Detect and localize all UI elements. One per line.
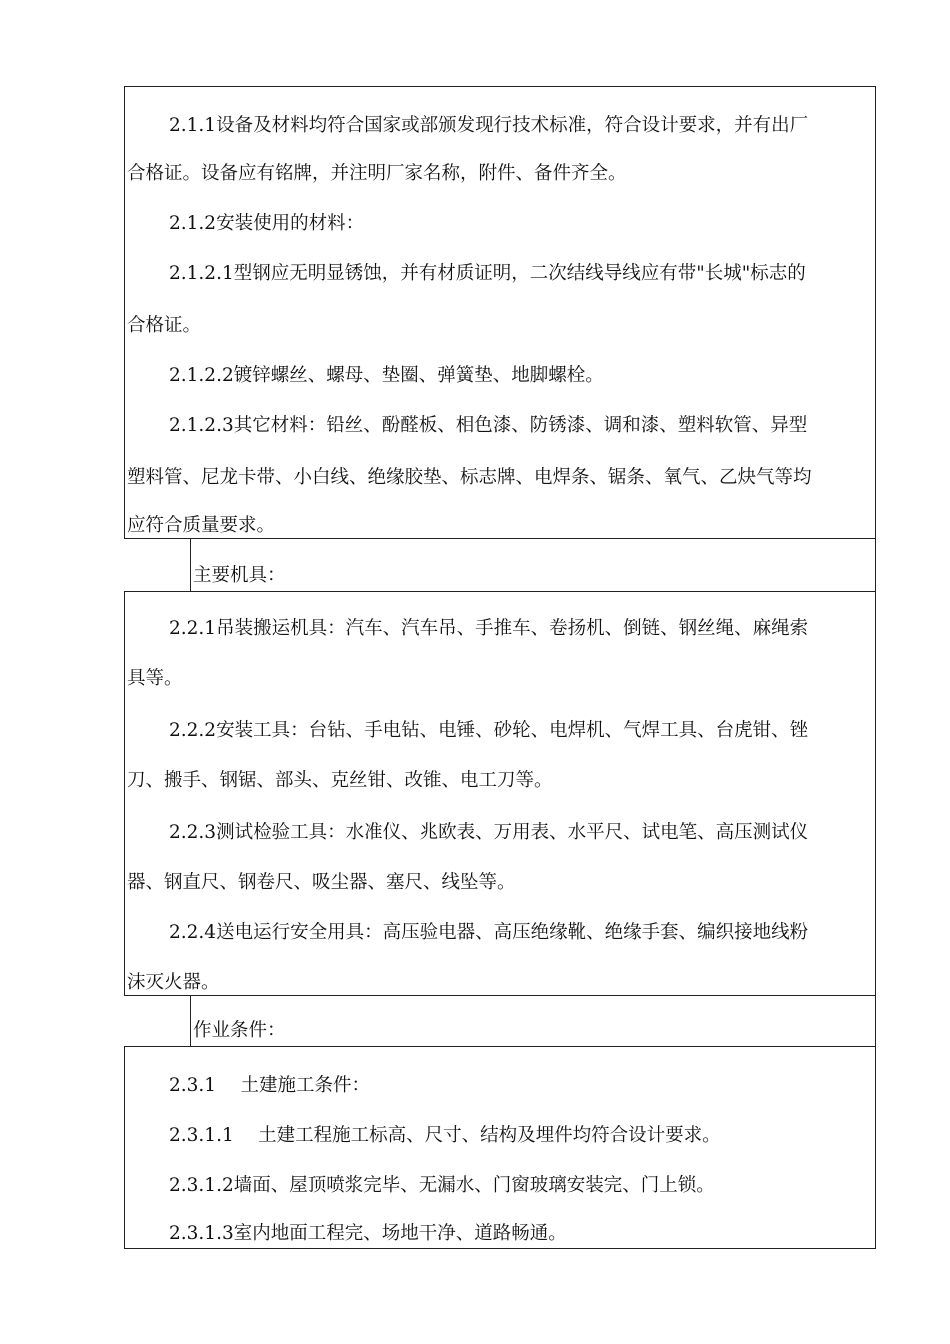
text-line: 2.1.2.1型钢应无明显锈蚀，并有材质证明，二次结线导线应有带"长城"标志的 <box>169 263 806 284</box>
text-line: 2.2.3测试检验工具：水准仪、兆欧表、万用表、水平尺、试电笔、高压测试仪 <box>169 822 809 843</box>
text-line: 2.3.1.1 土建工程施工标高、尺寸、结构及埋件均符合设计要求。 <box>169 1125 721 1146</box>
text-line: 沫灭火器。 <box>127 972 220 993</box>
text-line: 合格证。设备应有铭牌，并注明厂家名称，附件、备件齐全。 <box>127 163 627 184</box>
text-line: 2.2.2安装工具：台钻、手电钻、电锤、砂轮、电焊机、气焊工具、台虎钳、锉 <box>169 720 809 741</box>
text-line: 器、钢直尺、钢卷尺、吸尘器、塞尺、线坠等。 <box>127 872 516 893</box>
text-line: 2.1.2.2镀锌螺丝、螺母、垫圈、弹簧垫、地脚螺栓。 <box>169 365 604 386</box>
text-line: 塑料管、尼龙卡带、小白线、绝缘胶垫、标志牌、电焊条、锯条、氧气、乙炔气等均 <box>127 467 812 488</box>
materials-section <box>124 86 876 539</box>
text-line: 2.2.4送电运行安全用具：高压验电器、高压绝缘靴、绝缘手套、编织接地线粉 <box>169 922 809 943</box>
text-line: 2.1.2安装使用的材料： <box>169 213 365 234</box>
conditions-section <box>124 1046 876 1249</box>
section-heading: 主要机具： <box>193 565 286 586</box>
text-line: 具等。 <box>127 668 183 689</box>
text-line: 2.3.1.3室内地面工程完、场地干净、道路畅通。 <box>169 1223 567 1244</box>
text-line: 2.3.1.2墙面、屋顶喷浆完毕、无漏水、门窗玻璃安装完、门上锁。 <box>169 1175 715 1196</box>
text-line: 2.3.1 土建施工条件： <box>169 1075 370 1096</box>
text-line: 应符合质量要求。 <box>127 515 276 536</box>
text-line: 2.2.1吊装搬运机具：汽车、汽车吊、手推车、卷扬机、倒链、钢丝绳、麻绳索 <box>169 618 809 639</box>
tools-section <box>124 591 876 996</box>
text-line: 2.1.1设备及材料均符合国家或部颁发现行技术标准，符合设计要求，并有出厂 <box>169 115 809 136</box>
text-line: 合格证。 <box>127 315 202 336</box>
text-line: 刀、搬手、钢锯、部头、克丝钳、改锥、电工刀等。 <box>127 770 553 791</box>
conditions-heading-row <box>190 996 876 1046</box>
text-line: 2.1.2.3其它材料：铅丝、酚醛板、相色漆、防锈漆、调和漆、塑料软管、异型 <box>169 415 808 436</box>
section-heading: 作业条件： <box>193 1020 286 1041</box>
tools-heading-row <box>190 539 876 591</box>
